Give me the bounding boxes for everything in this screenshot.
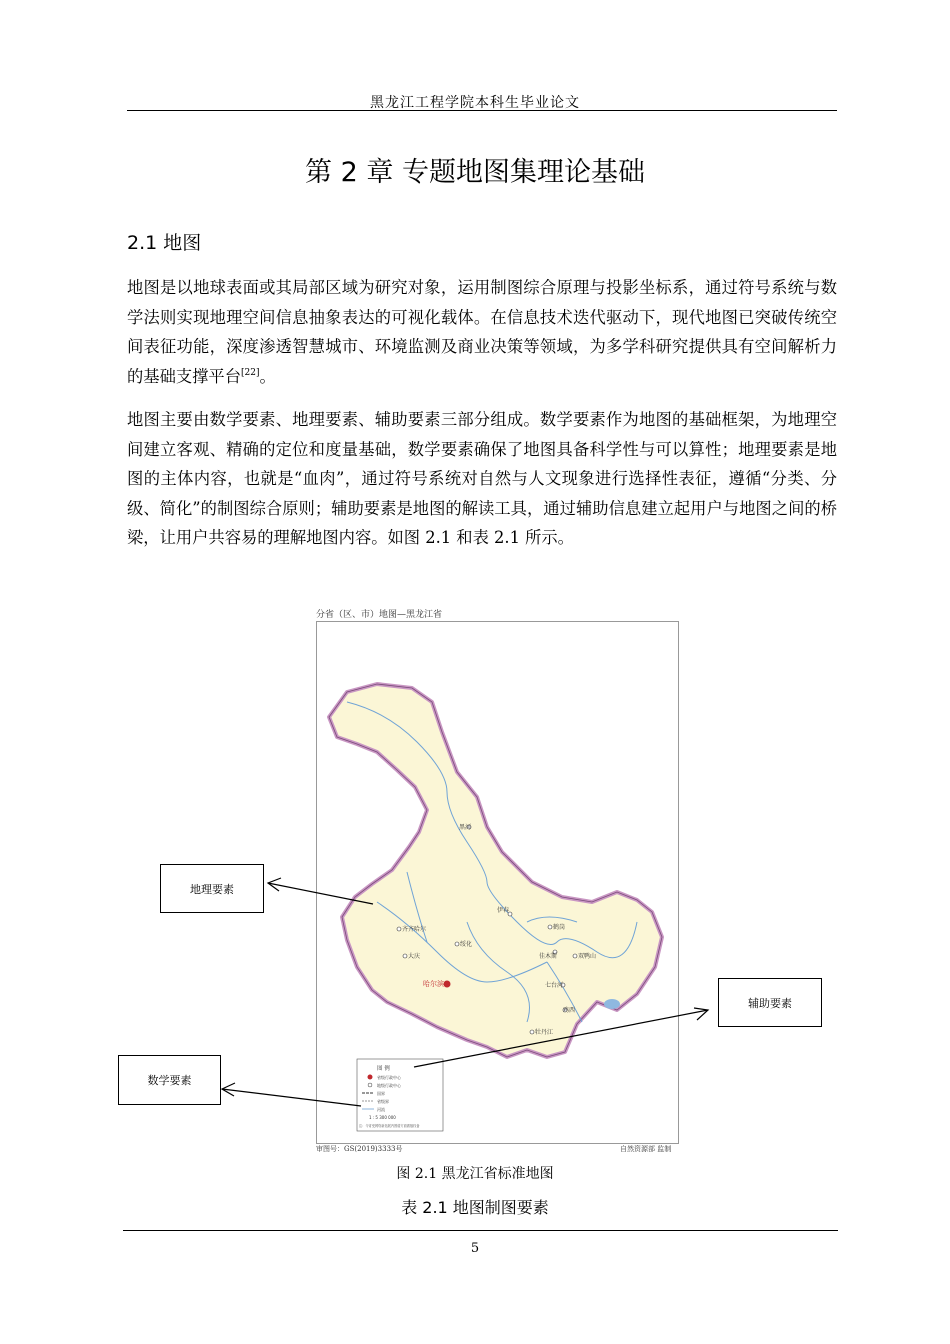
map-publisher: 自然资源部 监制 [620,1145,672,1153]
section-title: 2.1 地图 [127,232,202,254]
city-label-hegang: 鹤岗 [553,924,566,931]
city-label-jixi: 鸡西 [563,1007,576,1014]
city-label-heihe: 黑河 [459,824,472,831]
paragraph-2: 地图主要由数学要素、地理要素、辅助要素三部分组成。数学要素作为地图的基础框架，为地理空间建立客观、精确的定位和度量基础，数学要素确保了地图具备科学性与可以算性；地理要素是地图的主体内容，也就是“血肉”，通过符号系统对自然与人文现象进行选择性表征，遵循“分类、分级、简化”的制图综合原则；辅助要素是地图的解读工具，通过辅助信息建立起用户与地图之间的桥梁，让用户共容易的理解地图内容。如图 2.1 和表 2.1 所示。 [127,410,837,547]
citation-ref[interactable]: [22] [240,367,260,378]
city-label-shuangyashan: 双鸭山 [578,953,597,960]
legend-item-1: 省级行政中心 [377,1075,401,1080]
city-label-qiqihar: 齐齐哈尔 [402,926,427,933]
city-label-yichun: 伊春 [497,907,510,914]
figure-caption: 图 2.1 黑龙江省标准地图 [396,1166,554,1182]
paragraph-1-text: 地图是以地球表面或其局部区域为研究对象，运用制图综合原理与投影坐标系，通过符号系统与数学法则实现地理空间信息抽象表达的可视化载体。在信息技术迭代驱动下，现代地图已突破传统空间表征功能，深度渗透智慧城市、环境监测及商业决策等领域，为多学科研究提供具有空间解析力的基础支撑平台 [127,278,837,386]
chapter-title: 第 2 章 专题地图集理论基础 [305,157,645,188]
legend-note: 注：今宵受网络新拓展内图谱方面做版权备 [359,1124,420,1128]
map-approval-number: 审图号：GS(2019)3333号 [316,1145,403,1153]
city-label-mudanjiang: 牡丹江 [535,1029,554,1036]
running-header: 黑龙江工程学院本科生毕业论文 [370,95,580,111]
legend-scale: 1 : 5 300 000 [369,1115,396,1120]
legend-item-4: 省级界 [377,1099,389,1104]
legend-item-3: 国界 [377,1091,385,1096]
callout-geographic-elements: 地理要素 [160,864,264,913]
city-label-harbin: 哈尔滨 [423,980,444,988]
map-title: 分省（区、市）地图—黑龙江省 [316,610,443,620]
paragraph-1-end: 。 [259,366,276,386]
callout-auxiliary-elements: 辅助要素 [718,978,822,1027]
legend-item-5: 河流 [377,1107,385,1112]
footer-rule [123,1230,838,1231]
table-title: 表 2.1 地图制图要素 [401,1198,549,1217]
legend-item-2: 地级行政中心 [377,1083,401,1088]
callout-mathematical-elements: 数学要素 [118,1055,221,1105]
page-number: 5 [470,1241,480,1256]
city-label-daqing: 大庆 [408,953,421,960]
city-label-jiamusi: 佳木斯 [539,953,558,960]
city-label-suihua: 绥化 [460,941,473,948]
city-label-qitaihe: 七台河 [545,982,564,989]
legend-title: 图 例 [377,1066,390,1072]
